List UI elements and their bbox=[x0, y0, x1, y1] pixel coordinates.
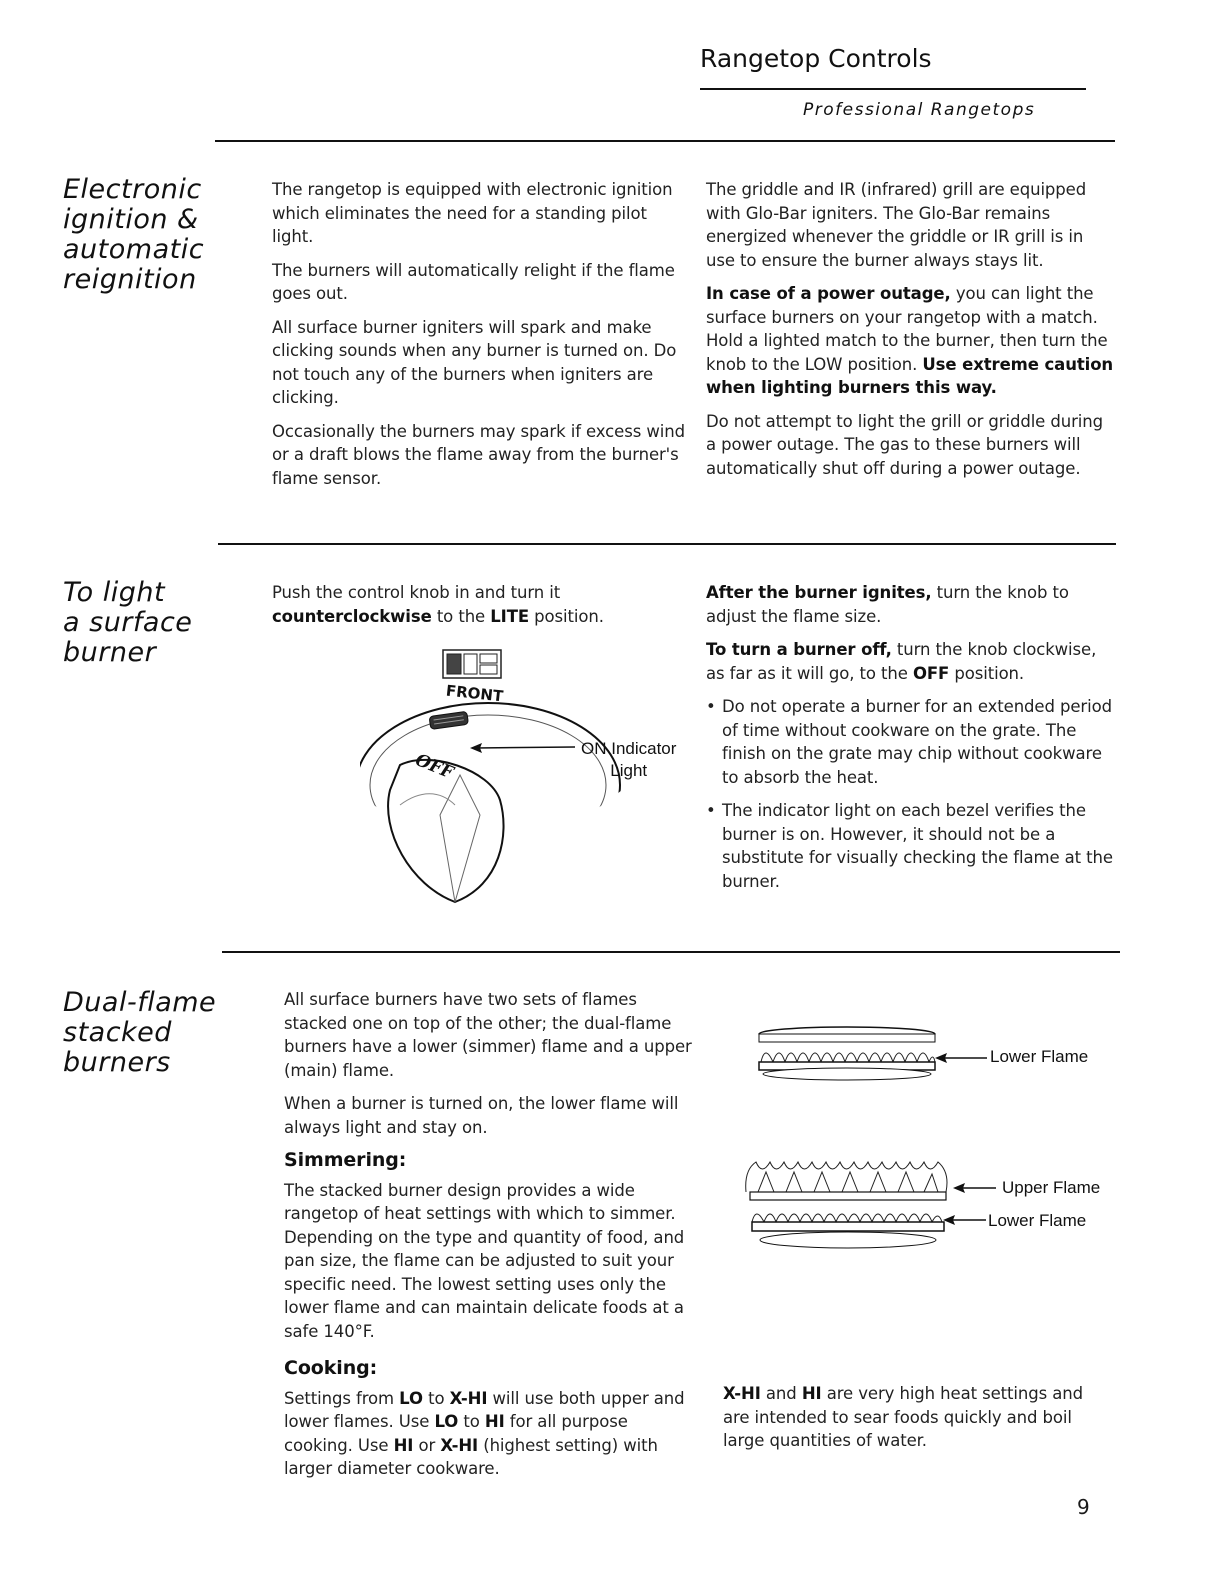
paragraph: The rangetop is equipped with electronic ignition which eliminates the need for a standing pilot light. bbox=[272, 180, 673, 246]
paragraph: Settings from LO to X-HI will use both upper and lower flames. Use LO to HI for all purpose cooking. Use HI or X-HI (highest setting) with larger diameter cookware. bbox=[284, 1388, 685, 1478]
paragraph: All surface burners have two sets of flames stacked one on top of the other; the dual-flame burners have a lower (simmer) flame and a upper (main) flame. bbox=[284, 990, 692, 1080]
dual-flame-left-column bbox=[284, 988, 696, 1491]
simmering-heading: Simmering: bbox=[284, 1149, 407, 1171]
list-item: • Do not operate a burner for an extended period of time without cookware on the grate. The finish on the grate may chip without cookware to absorb the heat. bbox=[706, 695, 1118, 789]
lower-flame-burner-figure bbox=[755, 1022, 995, 1092]
heading-line: To light bbox=[63, 577, 166, 608]
cooking-heading: Cooking: bbox=[284, 1357, 378, 1379]
ignition-right-column bbox=[706, 178, 1116, 490]
paragraph: To turn a burner off, turn the knob clockwise, as far as it will go, to the OFF position. bbox=[706, 640, 1097, 683]
light-burner-right-column bbox=[706, 581, 1118, 903]
heading-line: ignition & bbox=[63, 204, 199, 235]
light-burner-left-column bbox=[272, 581, 672, 638]
front-label: FRONT bbox=[445, 681, 504, 706]
lower-flame-callout-2: Lower Flame bbox=[988, 1211, 1087, 1230]
paragraph: Push the control knob in and turn it counterclockwise to the LITE position. bbox=[272, 583, 604, 626]
paragraph: The burners will automatically relight if the flame goes out. bbox=[272, 260, 675, 303]
section-divider bbox=[215, 140, 1115, 142]
list-item: • The indicator light on each bezel verifies the burner is on. However, it should not be a substitute for visually checking the flame at the burner. bbox=[706, 799, 1118, 893]
paragraph: When a burner is turned on, the lower flame will always light and stay on. bbox=[284, 1094, 679, 1137]
callout-arrow bbox=[470, 743, 575, 753]
on-indicator-callout: ON Indicator Light bbox=[581, 739, 677, 780]
section-divider bbox=[218, 543, 1116, 545]
upper-flame-callout: Upper Flame bbox=[1002, 1178, 1101, 1197]
section-divider bbox=[222, 951, 1120, 953]
paragraph: After the burner ignites, turn the knob to adjust the flame size. bbox=[706, 583, 1069, 626]
rangetop-position-icon bbox=[443, 650, 501, 678]
paragraph: All surface burner igniters will spark and make clicking sounds when any burner is turned on. Do not touch any of the burners when igniters are clicking. bbox=[272, 317, 677, 407]
off-label: OFF bbox=[412, 750, 456, 784]
paragraph: The stacked burner design provides a wide rangetop of heat settings with which to simmer. Depending on the type and quantity of food, and pan size, the flame can be adjusted to suit your specific need. The lowest setting uses only the lower flame and can maintain delicate foods at a safe 140°F. bbox=[284, 1180, 685, 1341]
page-header-title: Rangetop Controls bbox=[700, 44, 932, 73]
paragraph: Do not attempt to light the grill or griddle during a power outage. The gas to these burners will automatically shut off during a power outage. bbox=[706, 411, 1103, 478]
section-heading-dual-flame bbox=[63, 988, 216, 1078]
paragraph: Occasionally the burners may spark if excess wind or a draft blows the flame away from the burner's flame sensor. bbox=[272, 421, 685, 488]
section-heading-light-burner bbox=[63, 578, 192, 668]
heading-line: Electronic bbox=[63, 174, 202, 205]
page-number: 9 bbox=[1077, 1495, 1090, 1519]
heading-line: reignition bbox=[63, 264, 197, 295]
page-header-subtitle: Professional Rangetops bbox=[803, 100, 1036, 120]
heading-line: burner bbox=[63, 637, 157, 668]
heading-line: a surface bbox=[63, 607, 193, 638]
power-outage-paragraph: In case of a power outage, you can light the surface burners on your rangetop with a match. Hold a lighted match to the burner, then turn the knob to the LOW position. Use extreme caution when lighting burners this way. bbox=[706, 284, 1114, 397]
ignition-left-column bbox=[272, 178, 690, 500]
on-indicator-light bbox=[429, 711, 468, 729]
header-rule bbox=[700, 88, 1086, 90]
dual-flame-right-column bbox=[723, 1382, 1113, 1463]
lower-flame-callout: Lower Flame bbox=[990, 1047, 1089, 1066]
paragraph: The griddle and IR (infrared) grill are equipped with Glo-Bar igniters. The Glo-Bar remains energized whenever the griddle or IR grill is in use to ensure the burner always stays lit. bbox=[706, 180, 1087, 270]
section-heading-ignition bbox=[63, 175, 204, 295]
paragraph: X-HI and HI are very high heat settings and are intended to sear foods quickly and boil large quantities of water. bbox=[723, 1384, 1083, 1450]
stacked-flame-burner-figure bbox=[738, 1150, 998, 1255]
heading-line: automatic bbox=[63, 234, 205, 265]
heading-line: Dual-flame bbox=[63, 987, 217, 1018]
heading-line: burners bbox=[63, 1047, 171, 1078]
heading-line: stacked bbox=[63, 1017, 172, 1048]
bullet-list bbox=[706, 695, 1118, 893]
